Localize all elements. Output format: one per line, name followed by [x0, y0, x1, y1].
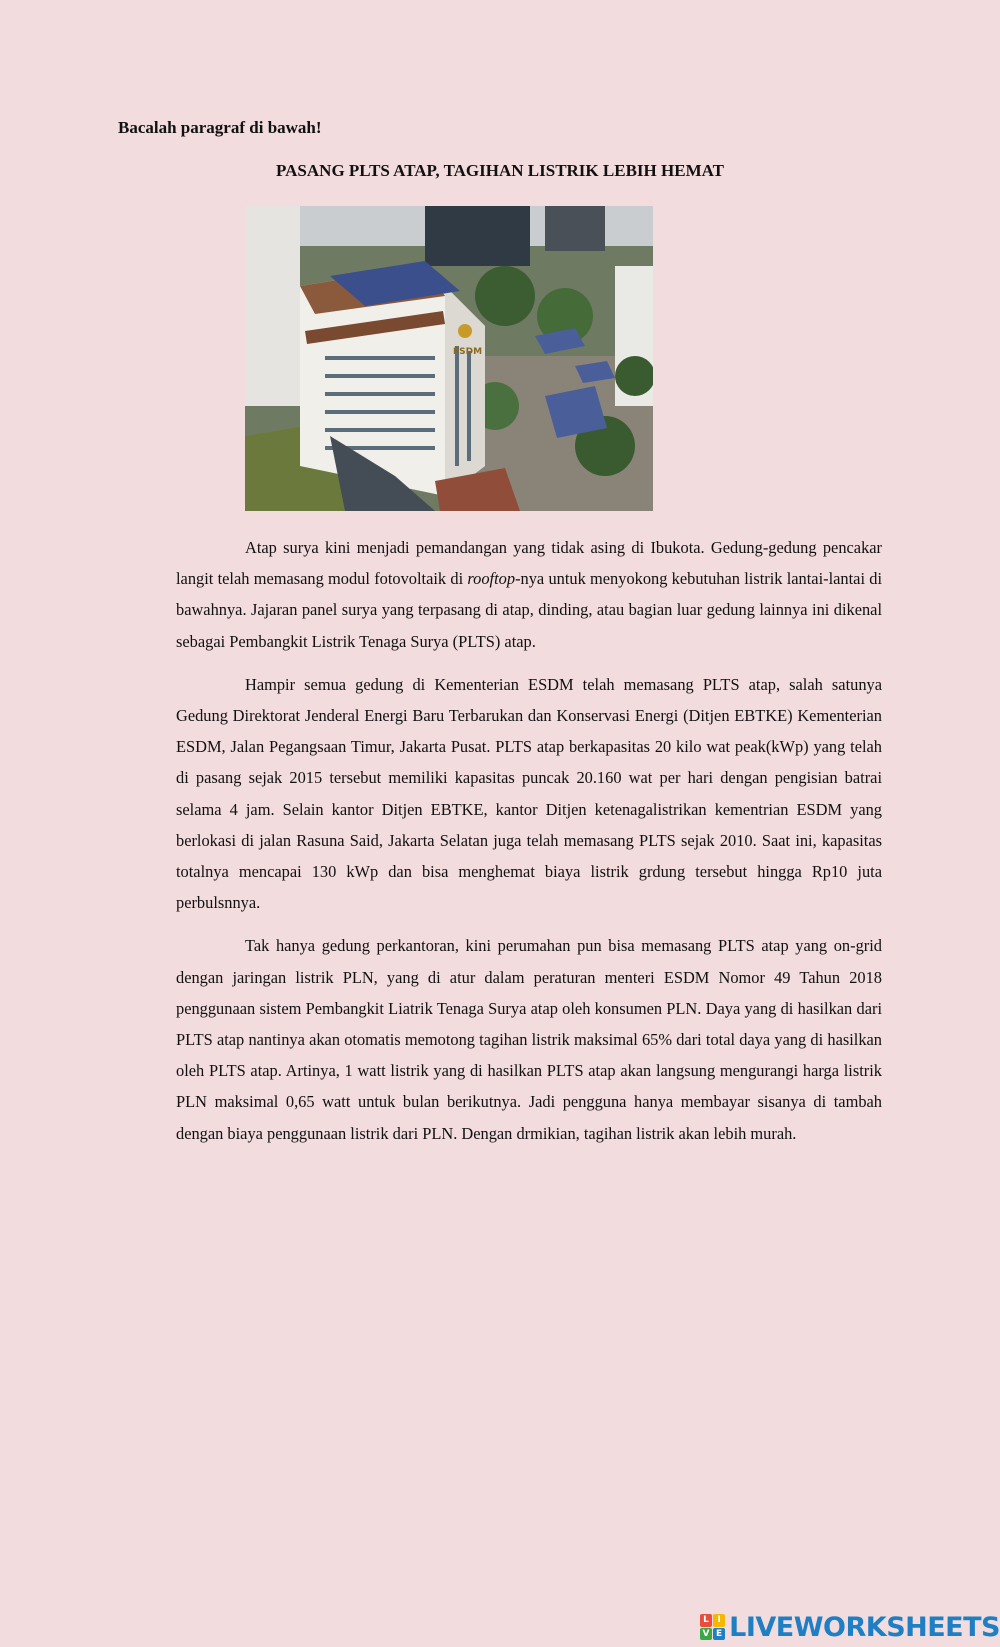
- esdm-emblem: [458, 324, 472, 338]
- building-photo: [245, 206, 653, 511]
- building-label: ESDM: [453, 347, 483, 357]
- article-body: [176, 532, 882, 1161]
- rooftop-term: rooftop: [467, 569, 516, 589]
- article-title: PASANG PLTS ATAP, TAGIHAN LISTRIK LEBIH HEMAT: [276, 161, 724, 180]
- dark-tower: [425, 206, 530, 266]
- paragraph-3: Tak hanya gedung perkantoran, kini perumahan pun bisa memasang PLTS atap yang on-grid dengan jaringan listrik PLN, yang di atur dalam peraturan menteri ESDM Nomor 49 Tahun 2018 penggunaan sistem Pembangkit Liatrik Tenaga Surya atap oleh konsumen PLN. Daya yang di hasilkan dari PLTS atap nantinya akan otomatis memotong tagihan listrik maksimal 65% dari total daya yang di hasilkan oleh PLTS atap. Artinya, 1 watt listrik yang di hasilkan PLTS atap akan langsung mengurangi harga listrik PLN maksimal 0,65 watt untuk bulan berikutnya. Jadi pengguna hanya membayar sisanya di tambah dengan biaya penggunaan listrik dari PLN. Dengan drmikian, tagihan listrik akan lebih murah.: [176, 936, 882, 1143]
- photo-icon: [245, 206, 653, 511]
- logo-text: LIVEWORKSHEETS: [729, 1611, 1000, 1643]
- paragraph-2: Hampir semua gedung di Kementerian ESDM telah memasang PLTS atap, salah satunya Gedung Direktorat Jenderal Energi Baru Terbarukan dan Konservasi Energi (Ditjen EBTKE) Kementerian ESDM, Jalan Pegangsaan Timur, Jakarta Pusat. PLTS atap berkapasitas 20 kilo wat peak(kWp) yang telah di pasang sejak 2015 tersebut memiliki kapasitas puncak 20.160 wat per hari dengan pengisian batrai selama 4 jam. Selain kantor Ditjen EBTKE, kantor Ditjen ketenagalistrikan kementrian ESDM yang berlokasi di jalan Rasuna Said, Jakarta Selatan juga telah memasang PLTS sejak 2010. Saat ini, kapasitas totalnya mencapai 130 kWp dan bisa menghemat biaya listrik grdung tersebut hingga Rp10 juta perbulsnnya.: [176, 674, 882, 913]
- liveworksheets-logo[interactable]: [700, 1607, 1000, 1647]
- instruction-text: Bacalah paragraf di bawah!: [118, 118, 322, 137]
- grey-tower: [545, 206, 605, 251]
- logo-mark-icon: L I V E: [700, 1614, 725, 1640]
- paragraph-1: Atap surya kini menjadi pemandangan yang tidak asing di Ibukota. Gedung-gedung pencakar langit telah memasang modul fotovoltaik di rooftop-nya untuk menyokong kebutuhan listrik lantai-lantai di bawahnya. Jajaran panel surya yang terpasang di atap, dinding, atau bagian luar gedung lainnya ini dikenal sebagai Pembangkit Listrik Tenaga Surya (PLTS) atap.: [176, 538, 883, 651]
- left-building: [245, 206, 300, 406]
